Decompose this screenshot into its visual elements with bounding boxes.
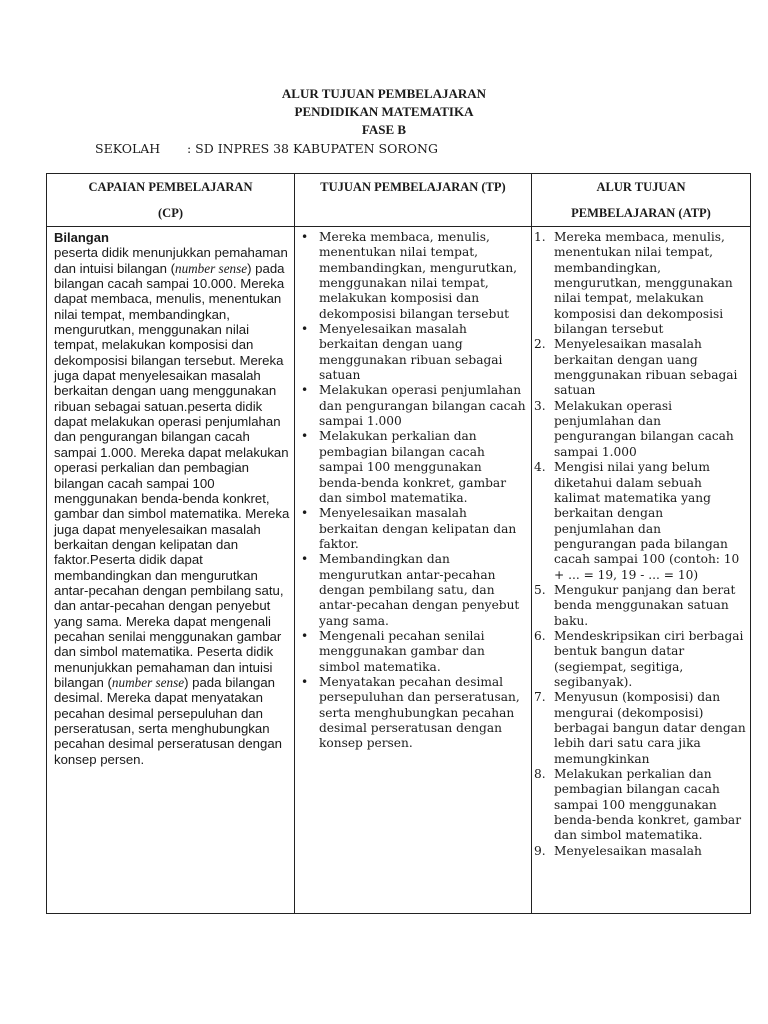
table-body-row (47, 227, 751, 914)
atp-item-text: Melakukan operasi penjumlahan dan pengurangan bilangan cacah sampai 1.000 (554, 398, 734, 459)
col-header-cp-line2: (CP) (158, 206, 183, 220)
tp-list-item: • Melakukan perkalian dan pembagian bilangan cacah sampai 100 menggunakan benda-benda konkret, gambar dan simbol matematika. (301, 429, 527, 506)
atp-item-number: 7. (534, 690, 546, 705)
col-header-atp-line1: ALUR TUJUAN (596, 180, 686, 194)
cp-paragraph (54, 245, 290, 767)
col-header-cp-line1: CAPAIAN PEMBELAJARAN (88, 180, 253, 194)
tp-list-item: • Menyatakan pecahan desimal persepuluhan dan perseratusan, serta menghubungkan pecahan desimal perseratusan dengan konsep persen. (301, 675, 527, 752)
atp-item-number: 6. (534, 628, 546, 643)
atp-item-number: 2. (534, 337, 546, 352)
atp-item-text: Menyusun (komposisi) dan mengurai (dekomposisi) berbagai bangun datar dengan lebih dari satu cara jika memungkinkan (554, 690, 746, 766)
tp-list (301, 230, 527, 752)
atp-list-item (534, 460, 746, 583)
atp-item-text: Menyelesaikan masalah (554, 843, 702, 858)
atp-list-item (534, 690, 746, 767)
atp-item-text: Menyelesaikan masalah berkaitan dengan uang menggunakan ribuan sebagai satuan (554, 337, 738, 398)
atp-cell (532, 227, 751, 914)
cp-text-part3: ) pada bilangan desimal. Mereka dapat menyatakan pecahan desimal persepuluhan dan perseratusan, serta menghubungkan pecahan desimal perseratusan dengan konsep persen. (54, 674, 283, 767)
cp-text-part2: ) pada bilangan cacah sampai 10.000. Mereka dapat membaca, menulis, menentukan nilai tempat, membandingkan, mengurutkan, menggunakan nilai tempat, melakukan komposisi dan dekomposisi bilangan tersebut. Mereka juga dapat menyelesaikan masalah berkaitan dengan uang menggunakan ribuan sebagai satuan.peserta didik dapat melakukan operasi penjumlahan dan pengurangan bilangan cacah sampai 1.000. Mereka dapat melakukan operasi perkalian dan pembagian bilangan cacah sampai 100 menggunakan benda-benda konkret, gambar dan simbol matematika. Mereka juga dapat menyelesaikan masalah berkaitan dengan kelipatan dan faktor.Peserta didik dapat membandingkan dan mengurutkan antar-pecahan dengan pembilang satu, dan antar-pecahan dengan penyebut yang sama. Mereka dapat mengenali pecahan senilai menggunakan gambar dan simbol matematika. Peserta didik menunjukkan pemahaman dan intuisi bilangan ( (54, 260, 290, 690)
school-value: : SD INPRES 38 KABUPATEN SORONG (187, 141, 438, 156)
tp-cell (295, 227, 532, 914)
doc-title-line2: PENDIDIKAN MATEMATIKA (294, 104, 474, 119)
atp-list-item (534, 628, 746, 690)
atp-list-item (534, 767, 746, 844)
cp-italic-term2: number sense (111, 674, 185, 690)
atp-item-number: 8. (534, 767, 546, 782)
school-line (95, 141, 438, 156)
atp-list-item (534, 582, 746, 629)
col-header-tp (295, 174, 532, 227)
col-header-atp-line2: PEMBELAJARAN (ATP) (571, 206, 711, 220)
tp-list-item: • Membandingkan dan mengurutkan antar-pecahan dengan pembilang satu, dan antar-pecahan dengan penyebut yang sama. (301, 552, 527, 629)
col-header-atp (532, 174, 751, 227)
atp-item-number: 5. (534, 582, 546, 597)
atp-list-item (534, 398, 746, 460)
atp-list (534, 230, 746, 859)
tp-list-item: • Menyelesaikan masalah berkaitan dengan kelipatan dan faktor. (301, 506, 527, 552)
atp-table (46, 173, 751, 914)
atp-item-text: Mereka membaca, menulis, menentukan nilai tempat, membandingkan, mengurutkan, menggunakan nilai tempat, melakukan komposisi dan dekomposisi bilangan tersebut (554, 230, 733, 337)
cp-text-part1: peserta didik menunjukkan pemahaman dan intuisi bilangan ( (54, 245, 288, 276)
atp-item-number: 3. (534, 398, 546, 413)
cp-italic-term1: number sense (174, 260, 248, 276)
atp-item-text: Mendeskripsikan ciri berbagai bentuk bangun datar (segiempat, segitiga, segibanyak). (554, 628, 744, 689)
tp-list-item: • Menyelesaikan masalah berkaitan dengan uang menggunakan ribuan sebagai satuan (301, 322, 527, 383)
atp-item-text: Mengukur panjang dan berat benda menggunakan satuan baku. (554, 582, 736, 628)
school-label: SEKOLAH (95, 141, 161, 156)
atp-item-text: Mengisi nilai yang belum diketahui dalam sebuah kalimat matematika yang berkaitan dengan penjumlahan dan pengurangan pada bilangan cacah sampai 100 (contoh: 10 + ... = 19, 19 - ... = 10) (554, 460, 740, 582)
col-header-cp (47, 174, 295, 227)
atp-item-number: 1. (534, 230, 546, 244)
tp-list-item: • Melakukan operasi penjumlahan dan pengurangan bilangan cacah sampai 1.000 (301, 383, 527, 429)
doc-title-line1: ALUR TUJUAN PEMBELAJARAN (281, 86, 487, 101)
col-header-tp-line: TUJUAN PEMBELAJARAN (TP) (320, 180, 506, 194)
tp-list-item: • Mereka membaca, menulis, menentukan nilai tempat, membandingkan, mengurutkan, menggunakan nilai tempat, melakukan komposisi dan dekomposisi bilangan tersebut (301, 230, 527, 322)
tp-list-item: • Mengenali pecahan senilai menggunakan gambar dan simbol matematika. (301, 629, 527, 675)
atp-list-item (534, 843, 746, 859)
atp-list-item (534, 337, 746, 398)
doc-title-line3: FASE B (361, 122, 407, 137)
atp-item-number: 4. (534, 460, 546, 475)
cp-cell (47, 227, 295, 914)
atp-item-text: Melakukan perkalian dan pembagian bilangan cacah sampai 100 menggunakan benda-benda konkret, gambar dan simbol matematika. (554, 767, 742, 843)
atp-list-item (534, 230, 746, 337)
table-header-row (47, 174, 751, 227)
cp-section-title: Bilangan (54, 230, 109, 245)
atp-item-number: 9. (534, 843, 546, 858)
